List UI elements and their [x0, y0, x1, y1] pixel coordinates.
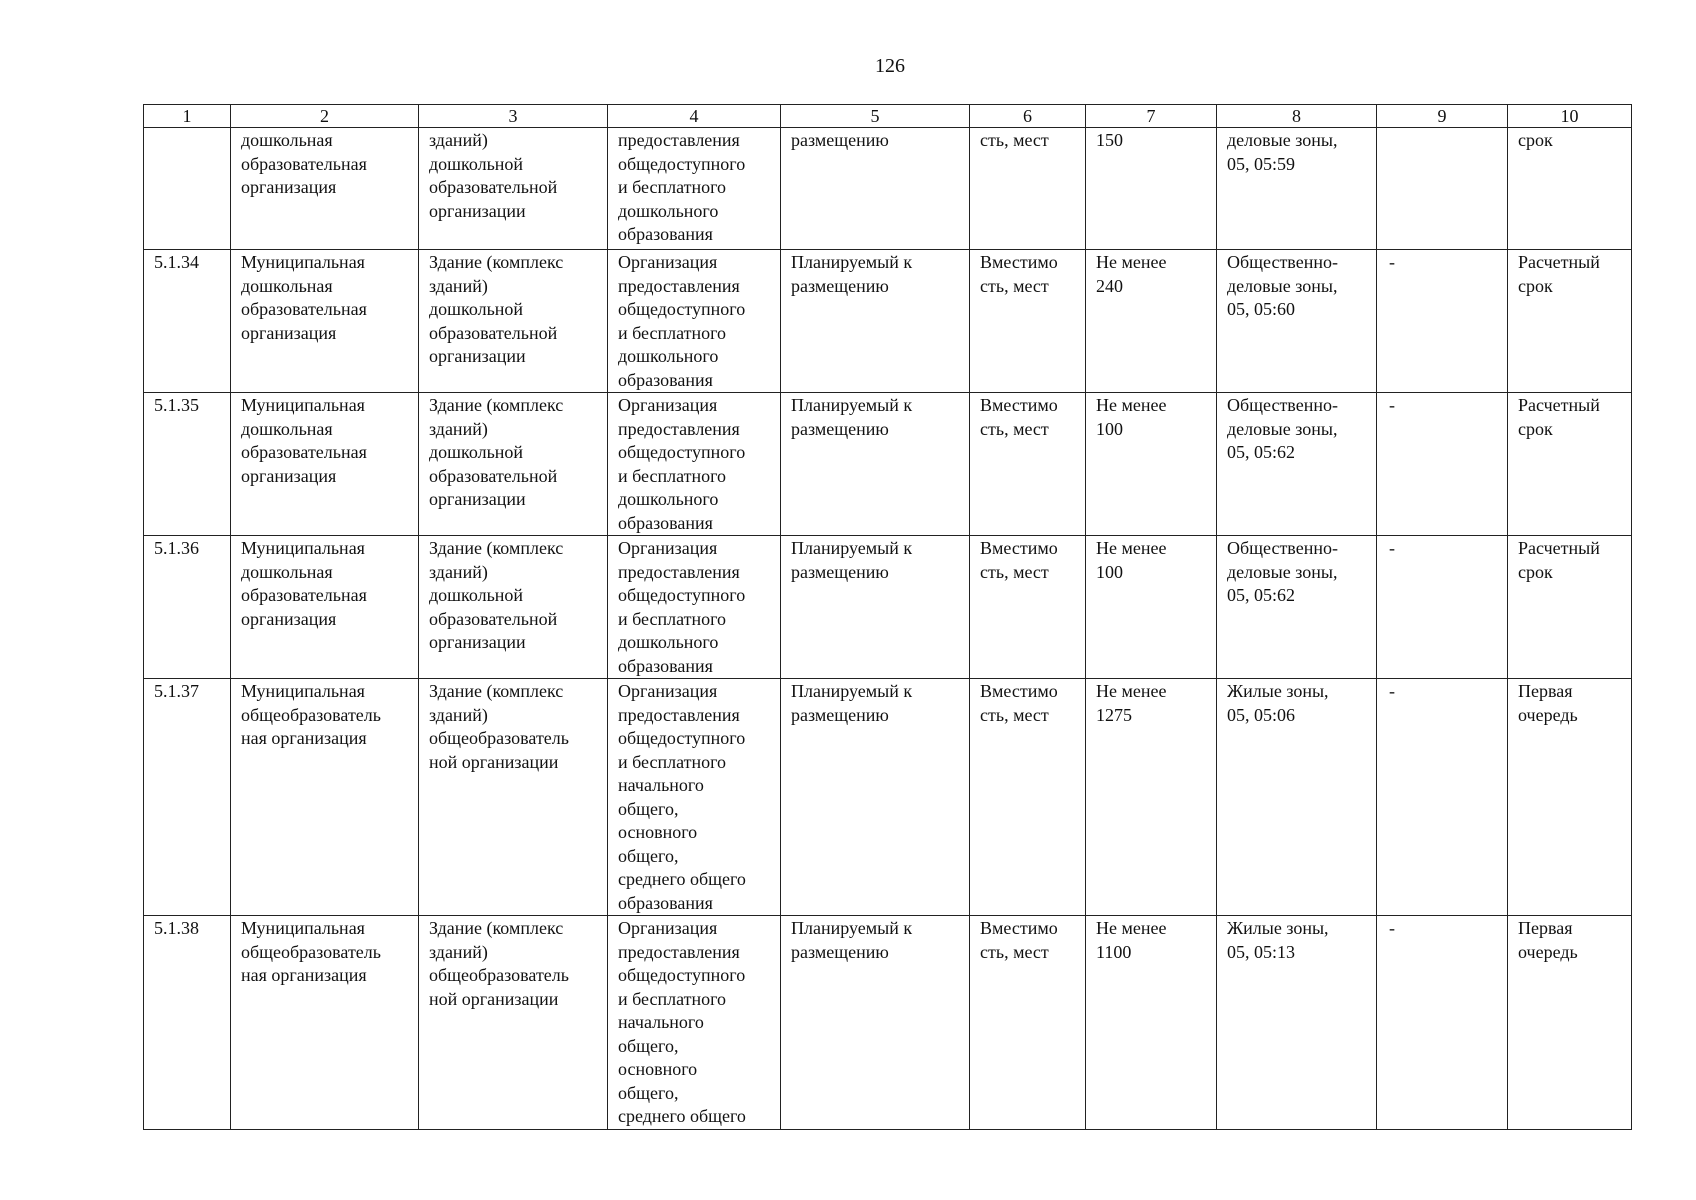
cell-object-type: Здание (комплекс зданий) общеобразователь ной организации	[419, 916, 608, 1130]
table-row	[144, 679, 1632, 916]
cell-term: срок	[1508, 128, 1632, 250]
cell-number	[144, 128, 231, 250]
cell-zone: Общественно- деловые зоны, 05, 05:62	[1217, 536, 1377, 679]
cell-purpose: Организация предоставления общедоступного и бесплатного дошкольного образования	[608, 250, 781, 393]
table-row	[144, 393, 1632, 536]
cell-term: Расчетный срок	[1508, 250, 1632, 393]
page-number: 126	[875, 55, 905, 77]
cell-term: Расчетный срок	[1508, 536, 1632, 679]
cell-value: Не менее 100	[1086, 536, 1217, 679]
cell-purpose: Организация предоставления общедоступного и бесплатного начального общего, основного общего, среднего общего образования	[608, 679, 781, 916]
cell-number: 5.1.36	[144, 536, 231, 679]
cell-col9: -	[1377, 250, 1508, 393]
cell-characteristic: Вместимо сть, мест	[970, 393, 1086, 536]
cell-object-type: Здание (комплекс зданий) дошкольной образовательной организации	[419, 250, 608, 393]
cell-object-name: Муниципальная дошкольная образовательная организация	[231, 536, 419, 679]
table-row	[144, 916, 1632, 1130]
header-row	[144, 105, 1632, 128]
cell-zone: Жилые зоны, 05, 05:13	[1217, 916, 1377, 1130]
cell-number: 5.1.37	[144, 679, 231, 916]
column-header: 4	[608, 105, 781, 128]
cell-status: размещению	[781, 128, 970, 250]
cell-number: 5.1.34	[144, 250, 231, 393]
cell-purpose: Организация предоставления общедоступного и бесплатного дошкольного образования	[608, 536, 781, 679]
column-header: 8	[1217, 105, 1377, 128]
cell-zone: Общественно- деловые зоны, 05, 05:62	[1217, 393, 1377, 536]
cell-status: Планируемый к размещению	[781, 536, 970, 679]
cell-characteristic: сть, мест	[970, 128, 1086, 250]
table-row	[144, 250, 1632, 393]
cell-object-name: Муниципальная общеобразователь ная организация	[231, 679, 419, 916]
cell-value: Не менее 100	[1086, 393, 1217, 536]
cell-characteristic: Вместимо сть, мест	[970, 250, 1086, 393]
cell-object-name: Муниципальная общеобразователь ная организация	[231, 916, 419, 1130]
table-row	[144, 128, 1632, 250]
column-header: 1	[144, 105, 231, 128]
table-row	[144, 536, 1632, 679]
cell-value: Не менее 240	[1086, 250, 1217, 393]
cell-object-type: Здание (комплекс зданий) дошкольной образовательной организации	[419, 393, 608, 536]
column-header: 6	[970, 105, 1086, 128]
cell-object-name: Муниципальная дошкольная образовательная организация	[231, 250, 419, 393]
cell-object-name: дошкольная образовательная организация	[231, 128, 419, 250]
cell-col9: -	[1377, 679, 1508, 916]
cell-number: 5.1.38	[144, 916, 231, 1130]
column-header: 9	[1377, 105, 1508, 128]
column-header: 2	[231, 105, 419, 128]
cell-zone: Жилые зоны, 05, 05:06	[1217, 679, 1377, 916]
cell-term: Первая очередь	[1508, 916, 1632, 1130]
cell-object-name: Муниципальная дошкольная образовательная организация	[231, 393, 419, 536]
column-header: 3	[419, 105, 608, 128]
cell-object-type: Здание (комплекс зданий) общеобразователь ной организации	[419, 679, 608, 916]
cell-col9	[1377, 128, 1508, 250]
planning-table	[143, 104, 1632, 1130]
cell-status: Планируемый к размещению	[781, 916, 970, 1130]
cell-object-type: Здание (комплекс зданий) дошкольной образовательной организации	[419, 536, 608, 679]
cell-term: Первая очередь	[1508, 679, 1632, 916]
cell-value: Не менее 1100	[1086, 916, 1217, 1130]
cell-characteristic: Вместимо сть, мест	[970, 536, 1086, 679]
cell-number: 5.1.35	[144, 393, 231, 536]
column-header: 10	[1508, 105, 1632, 128]
column-header: 7	[1086, 105, 1217, 128]
cell-purpose: Организация предоставления общедоступного и бесплатного дошкольного образования	[608, 393, 781, 536]
cell-purpose: предоставления общедоступного и бесплатного дошкольного образования	[608, 128, 781, 250]
cell-col9: -	[1377, 393, 1508, 536]
cell-col9: -	[1377, 536, 1508, 679]
cell-value: Не менее 1275	[1086, 679, 1217, 916]
cell-characteristic: Вместимо сть, мест	[970, 916, 1086, 1130]
cell-characteristic: Вместимо сть, мест	[970, 679, 1086, 916]
cell-status: Планируемый к размещению	[781, 393, 970, 536]
cell-zone: Общественно- деловые зоны, 05, 05:60	[1217, 250, 1377, 393]
column-header: 5	[781, 105, 970, 128]
cell-zone: деловые зоны, 05, 05:59	[1217, 128, 1377, 250]
cell-object-type: зданий) дошкольной образовательной организации	[419, 128, 608, 250]
cell-term: Расчетный срок	[1508, 393, 1632, 536]
cell-status: Планируемый к размещению	[781, 679, 970, 916]
cell-col9: -	[1377, 916, 1508, 1130]
cell-purpose: Организация предоставления общедоступного и бесплатного начального общего, основного общего, среднего общего	[608, 916, 781, 1130]
cell-status: Планируемый к размещению	[781, 250, 970, 393]
cell-value: 150	[1086, 128, 1217, 250]
